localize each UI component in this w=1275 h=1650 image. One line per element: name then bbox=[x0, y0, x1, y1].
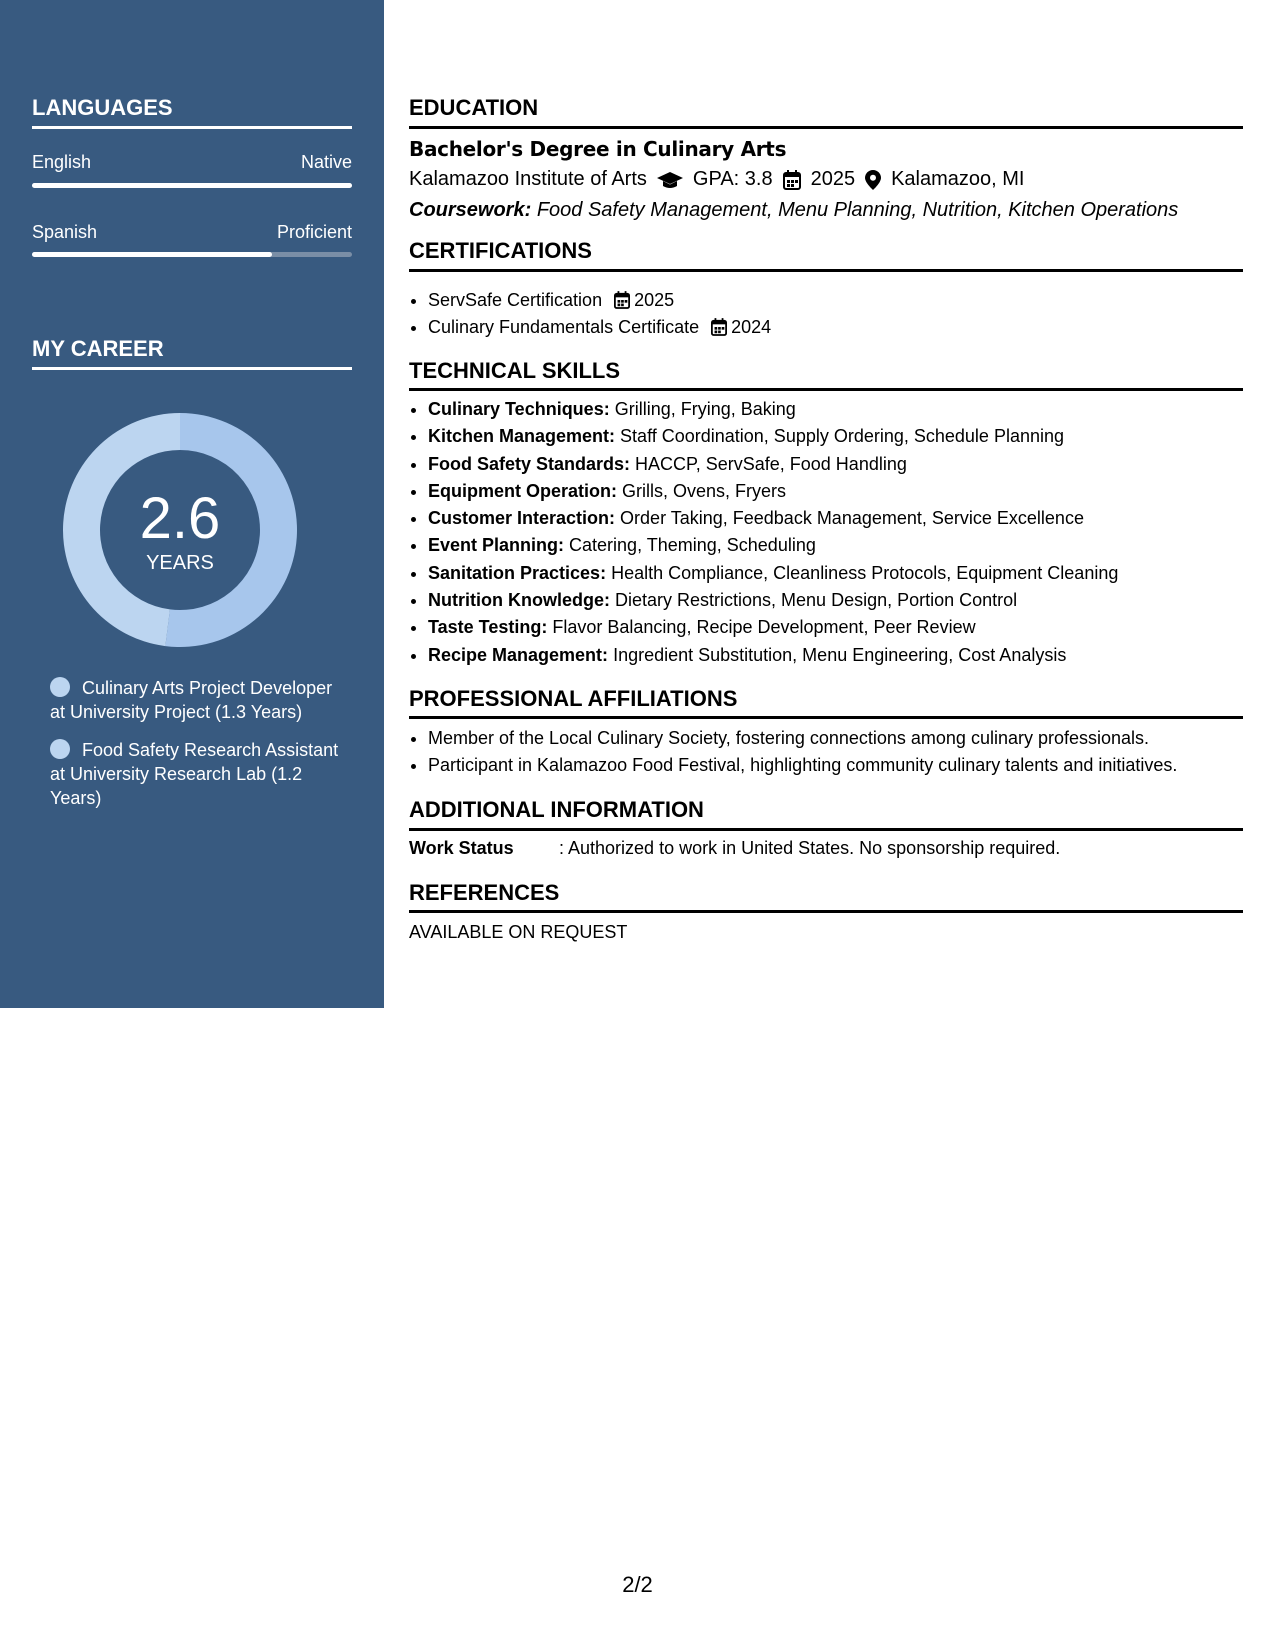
gpa: GPA: 3.8 bbox=[692, 168, 773, 190]
skill-value: Ingredient Substitution, Menu Engineering, Cost Analysis bbox=[613, 644, 1067, 665]
language-row-english bbox=[32, 152, 352, 173]
certification-name: ServSafe Certification bbox=[428, 290, 603, 310]
language-row-spanish bbox=[32, 222, 352, 243]
skill-value: Staff Coordination, Supply Ordering, Schedule Planning bbox=[620, 426, 1064, 447]
career-item-text: Food Safety Research Assistant at University Research Lab (1.2 Years) bbox=[50, 740, 339, 808]
language-bar-english bbox=[32, 183, 352, 188]
page-number: 2/2 bbox=[622, 1572, 653, 1597]
skill-item bbox=[428, 396, 1262, 423]
education-rule bbox=[409, 126, 1243, 129]
education-heading: EDUCATION bbox=[409, 95, 539, 120]
affiliations-list bbox=[409, 725, 1262, 780]
technical-skills-rule bbox=[409, 388, 1243, 391]
references-text: AVAILABLE ON REQUEST bbox=[409, 922, 628, 942]
skill-item bbox=[428, 451, 1262, 478]
calendar-icon bbox=[614, 290, 630, 317]
references-rule bbox=[409, 910, 1243, 913]
calendar-icon bbox=[711, 317, 727, 344]
skill-value: Catering, Theming, Scheduling bbox=[569, 535, 816, 556]
graduation-year: 2025 bbox=[810, 168, 856, 190]
map-pin-icon bbox=[865, 170, 881, 190]
education-details bbox=[409, 168, 1024, 191]
sidebar bbox=[0, 0, 384, 1008]
additional-info-heading: ADDITIONAL INFORMATION bbox=[409, 797, 704, 822]
bullet-dot-icon bbox=[50, 739, 70, 759]
calendar-icon bbox=[783, 170, 801, 190]
languages-heading: LANGUAGES bbox=[32, 95, 173, 120]
career-item bbox=[50, 676, 350, 724]
skill-item bbox=[428, 560, 1262, 587]
affiliation-item: • Member of the Local Culinary Society, fostering connections among culinary professionals. bbox=[428, 725, 1262, 752]
career-years-value: 2.6 bbox=[139, 486, 221, 551]
coursework-text: Food Safety Management, Menu Planning, Nutrition, Kitchen Operations bbox=[536, 199, 1179, 221]
language-level: Native bbox=[300, 152, 352, 172]
language-bar-spanish bbox=[32, 252, 352, 257]
skill-label: Recipe Management: bbox=[428, 644, 609, 665]
skill-value: Dietary Restrictions, Menu Design, Portion Control bbox=[615, 590, 1018, 611]
language-bar-fill bbox=[32, 183, 352, 188]
career-item-text: Culinary Arts Project Developer at University Project (1.3 Years) bbox=[50, 678, 333, 722]
certifications-heading: CERTIFICATIONS bbox=[409, 238, 592, 263]
skill-label: Nutrition Knowledge: bbox=[428, 590, 610, 611]
skill-item bbox=[428, 505, 1262, 532]
languages-rule bbox=[32, 126, 352, 129]
work-status-value: : Authorized to work in United States. No sponsorship required. bbox=[559, 838, 1061, 858]
skill-item bbox=[428, 532, 1262, 559]
skill-value: HACCP, ServSafe, Food Handling bbox=[635, 453, 907, 474]
coursework-label: Coursework: bbox=[409, 199, 532, 221]
coursework bbox=[409, 199, 1178, 222]
graduation-cap-icon bbox=[657, 170, 683, 190]
skill-label: Customer Interaction: bbox=[428, 508, 616, 529]
language-name: English bbox=[32, 152, 92, 172]
skill-label: Event Planning: bbox=[428, 535, 565, 556]
skill-value: Health Compliance, Cleanliness Protocols, Equipment Cleaning bbox=[611, 562, 1119, 583]
skill-item bbox=[428, 642, 1262, 669]
skill-label: Culinary Techniques: bbox=[428, 399, 610, 419]
degree-title: Bachelor's Degree in Culinary Arts bbox=[409, 137, 787, 161]
bullet-dot-icon bbox=[50, 677, 70, 697]
career-years-unit: YEARS bbox=[146, 552, 214, 574]
certification-name: Culinary Fundamentals Certificate bbox=[428, 317, 700, 338]
technical-skills-list bbox=[409, 396, 1262, 669]
career-item bbox=[50, 738, 350, 810]
skill-label: Sanitation Practices: bbox=[428, 562, 607, 583]
skill-label: Equipment Operation: bbox=[428, 480, 617, 501]
language-bar-fill bbox=[32, 252, 272, 257]
certifications-rule bbox=[409, 269, 1243, 272]
certification-year: 2024 bbox=[731, 317, 772, 338]
skill-item bbox=[428, 587, 1262, 614]
additional-info-rule bbox=[409, 828, 1243, 831]
certifications-list bbox=[409, 287, 1262, 342]
language-level: Proficient bbox=[276, 222, 352, 242]
career-list bbox=[50, 676, 350, 824]
skill-value: Grilling, Frying, Baking bbox=[614, 399, 796, 419]
career-rule bbox=[32, 367, 352, 370]
skill-label: Food Safety Standards: bbox=[428, 453, 631, 474]
certification-item bbox=[428, 287, 1262, 314]
career-donut-chart bbox=[63, 413, 297, 647]
affiliations-heading: PROFESSIONAL AFFILIATIONS bbox=[409, 686, 738, 711]
references-heading: REFERENCES bbox=[409, 880, 560, 905]
skill-value: Order Taking, Feedback Management, Service Excellence bbox=[620, 508, 1084, 529]
location: Kalamazoo, MI bbox=[891, 168, 1025, 190]
skill-item bbox=[428, 614, 1262, 641]
skill-value: Grills, Ovens, Fryers bbox=[622, 480, 787, 501]
affiliations-rule bbox=[409, 716, 1243, 719]
skill-label: Kitchen Management: bbox=[428, 426, 616, 447]
affiliation-item: • Participant in Kalamazoo Food Festival, highlighting community culinary talents and initiatives. bbox=[428, 752, 1262, 779]
skill-item bbox=[428, 478, 1262, 505]
skill-label: Taste Testing: bbox=[428, 617, 548, 638]
technical-skills-heading: TECHNICAL SKILLS bbox=[409, 358, 621, 383]
certification-year: 2025 bbox=[634, 290, 675, 310]
skill-value: Flavor Balancing, Recipe Development, Peer Review bbox=[552, 617, 976, 638]
school-name: Kalamazoo Institute of Arts bbox=[409, 168, 647, 190]
certification-item bbox=[428, 314, 1262, 341]
career-heading: MY CAREER bbox=[32, 336, 164, 361]
work-status-label: Work Status bbox=[409, 838, 514, 858]
skill-item bbox=[428, 423, 1262, 450]
language-name: Spanish bbox=[32, 222, 98, 242]
work-status bbox=[409, 838, 1060, 859]
